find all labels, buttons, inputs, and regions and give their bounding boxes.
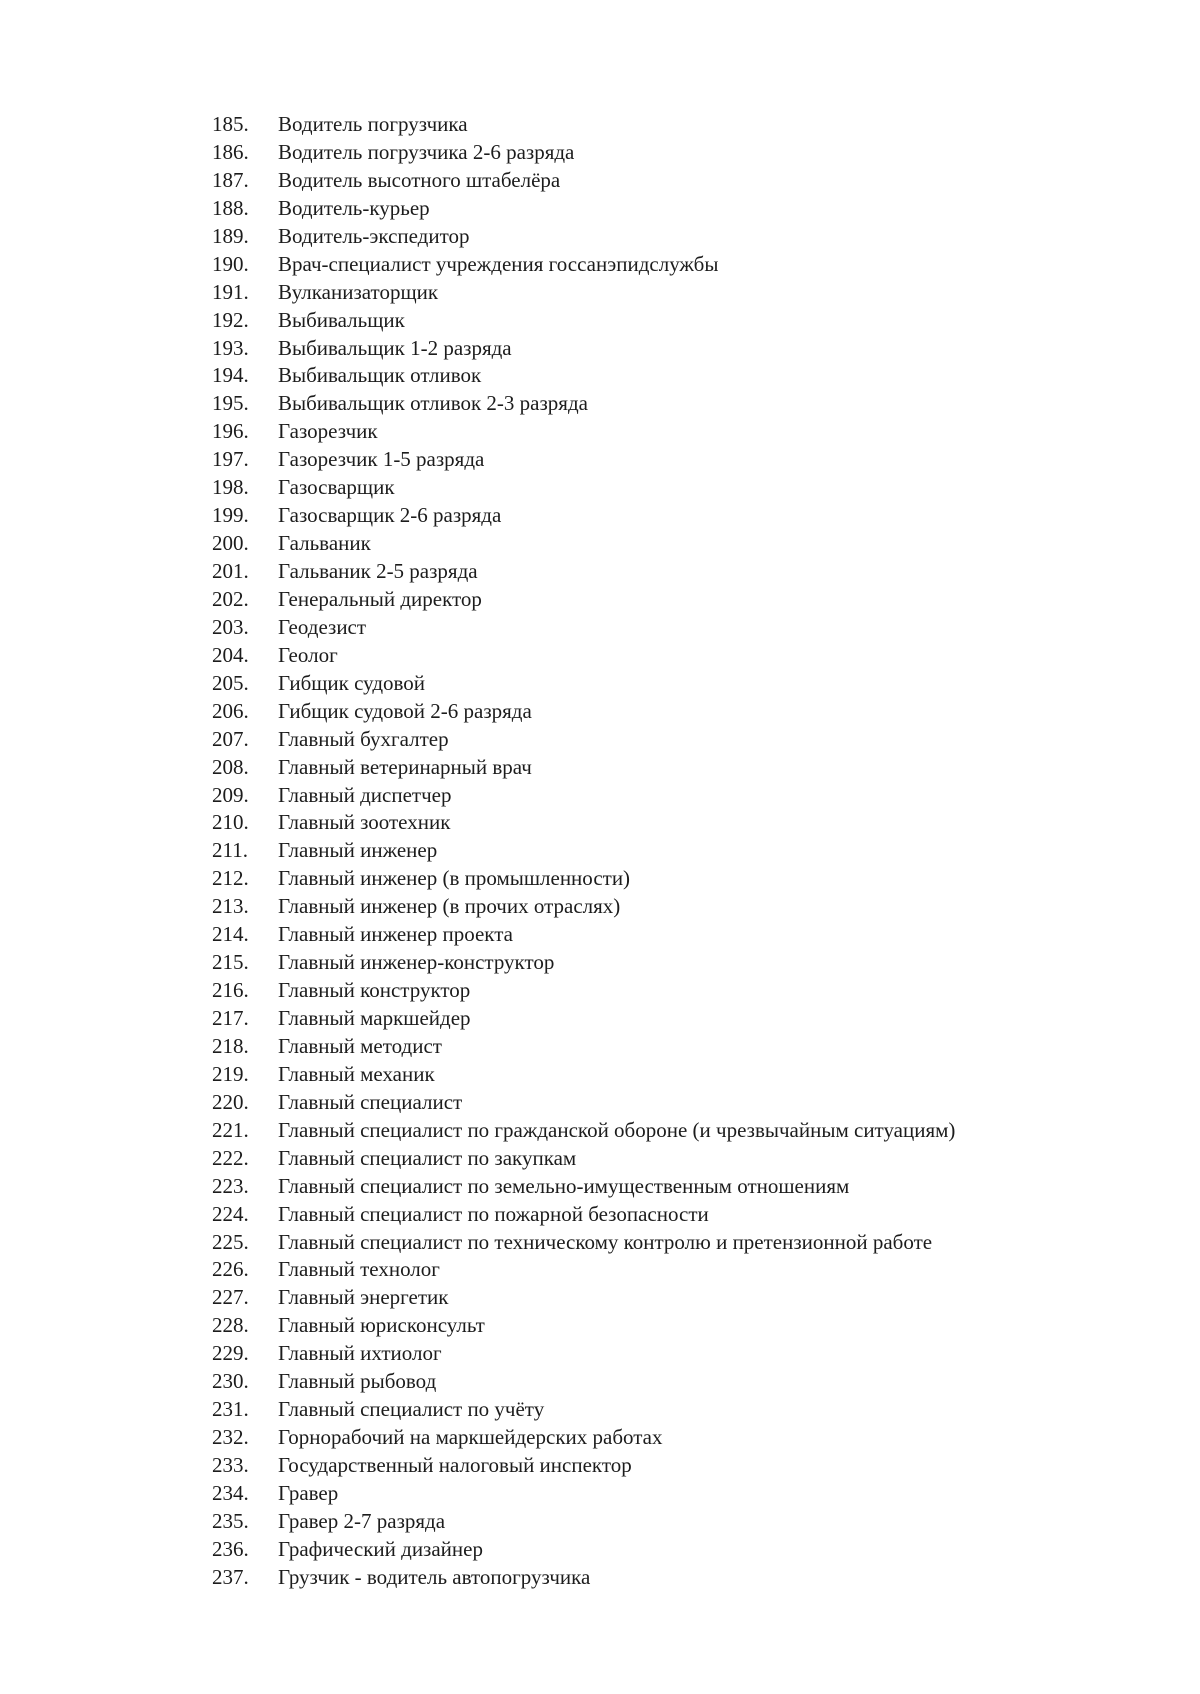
item-number: 187. (212, 167, 249, 192)
item-number: 222. (212, 1145, 249, 1170)
item-text: Гравер 2-7 разряда (278, 1508, 446, 1533)
item-number: 224. (212, 1201, 249, 1226)
item-text: Главный технолог (278, 1257, 440, 1282)
item-text: Главный специалист по закупкам (278, 1145, 577, 1170)
item-number: 199. (212, 503, 249, 528)
item-text: Газорезчик (278, 419, 378, 444)
item-number: 207. (212, 726, 249, 751)
item-number: 231. (212, 1397, 249, 1422)
item-text: Газосварщик 2-6 разряда (278, 503, 502, 528)
item-text: Главный энергетик (278, 1285, 449, 1310)
item-number: 225. (212, 1229, 249, 1254)
item-number: 232. (212, 1425, 249, 1450)
item-number: 228. (212, 1313, 249, 1338)
item-text: Грузчик - водитель автопогрузчика (278, 1564, 591, 1589)
item-number: 216. (212, 978, 249, 1003)
item-number: 227. (212, 1285, 249, 1310)
item-text: Геолог (278, 642, 338, 667)
item-text: Гальваник (278, 531, 371, 556)
item-text: Газосварщик (278, 475, 395, 500)
item-number: 193. (212, 335, 249, 360)
item-number: 221. (212, 1117, 249, 1142)
item-text: Гравер (278, 1480, 339, 1505)
item-text: Главный маркшейдер (278, 1006, 471, 1030)
item-number: 233. (212, 1453, 249, 1477)
item-number: 229. (212, 1341, 249, 1366)
item-number: 201. (212, 559, 249, 583)
item-text: Водитель высотного штабелёра (278, 167, 561, 192)
item-text: Главный специалист по гражданской обороне (и чрезвычайным ситуациям) (278, 1117, 956, 1142)
item-text: Выбивальщик (278, 307, 405, 332)
item-number: 210. (212, 810, 249, 835)
item-number: 197. (212, 447, 249, 472)
item-text: Гальваник 2-5 разряда (278, 559, 478, 583)
item-text: Главный инженер (в прочих отраслях) (278, 894, 621, 919)
item-number: 204. (212, 642, 249, 667)
item-number: 211. (212, 838, 248, 863)
item-number: 215. (212, 950, 249, 975)
item-number: 186. (212, 139, 249, 164)
item-number: 185. (212, 112, 249, 136)
item-number: 202. (212, 586, 249, 611)
item-text: Главный инженер-конструктор (278, 950, 555, 975)
item-number: 188. (212, 195, 249, 220)
item-number: 230. (212, 1369, 249, 1394)
item-number: 208. (212, 754, 249, 779)
item-number: 237. (212, 1564, 249, 1589)
item-number: 200. (212, 531, 249, 556)
item-text: Выбивальщик отливок (278, 363, 482, 388)
item-number: 191. (212, 279, 249, 304)
item-text: Главный ихтиолог (278, 1341, 442, 1366)
item-text: Главный специалист по техническому контролю и претензионной работе (278, 1229, 933, 1254)
item-text: Врач-специалист учреждения госсанэпидслужбы (278, 251, 719, 276)
item-number: 234. (212, 1480, 249, 1505)
item-text: Главный специалист по учёту (278, 1397, 545, 1422)
item-text: Главный инженер (278, 838, 438, 863)
item-number: 209. (212, 782, 249, 807)
item-text: Главный юрисконсульт (278, 1313, 485, 1338)
item-text: Главный диспетчер (278, 782, 452, 807)
item-text: Главный методист (278, 1033, 442, 1058)
item-text: Главный инженер (в промышленности) (278, 866, 631, 891)
item-number: 217. (212, 1006, 249, 1030)
item-text: Выбивальщик 1-2 разряда (278, 335, 512, 360)
item-text: Главный инженер проекта (278, 922, 513, 947)
item-text: Водитель-экспедитор (278, 223, 470, 248)
item-text: Главный специалист по пожарной безопасности (278, 1201, 709, 1226)
item-text: Выбивальщик отливок 2-3 разряда (278, 391, 588, 416)
item-number: 198. (212, 475, 249, 500)
item-number: 203. (212, 614, 249, 639)
item-number: 218. (212, 1033, 249, 1058)
item-text: Водитель погрузчика (278, 112, 468, 136)
item-text: Вулканизаторщик (278, 279, 439, 304)
item-text: Государственный налоговый инспектор (278, 1453, 632, 1477)
item-number: 219. (212, 1061, 249, 1086)
item-text: Главный ветеринарный врач (278, 754, 532, 779)
item-text: Гибщик судовой 2-6 разряда (278, 698, 532, 723)
item-number: 194. (212, 363, 249, 388)
item-number: 213. (212, 894, 249, 919)
item-text: Главный бухгалтер (278, 726, 449, 751)
item-number: 236. (212, 1536, 249, 1561)
item-number: 192. (212, 307, 249, 332)
item-number: 214. (212, 922, 249, 947)
item-text: Водитель погрузчика 2-6 разряда (278, 139, 575, 164)
item-text: Геодезист (278, 614, 367, 639)
item-number: 205. (212, 670, 249, 695)
item-number: 195. (212, 391, 249, 416)
item-text: Графический дизайнер (278, 1536, 483, 1561)
item-number: 212. (212, 866, 249, 891)
item-number: 190. (212, 251, 249, 276)
item-number: 226. (212, 1257, 249, 1282)
item-text: Водитель-курьер (278, 195, 430, 220)
item-text: Генеральный директор (278, 586, 482, 611)
item-number: 196. (212, 419, 249, 444)
item-text: Главный механик (278, 1061, 435, 1086)
item-text: Главный конструктор (278, 978, 471, 1003)
item-text: Главный зоотехник (278, 810, 451, 835)
item-number: 220. (212, 1089, 249, 1114)
item-text: Главный специалист по земельно-имущественным отношениям (278, 1173, 850, 1198)
item-text: Главный рыбовод (278, 1369, 437, 1394)
item-text: Главный специалист (278, 1089, 463, 1114)
item-number: 223. (212, 1173, 249, 1198)
item-text: Гибщик судовой (278, 670, 426, 695)
item-text: Газорезчик 1-5 разряда (278, 447, 485, 472)
item-number: 206. (212, 698, 249, 723)
item-number: 235. (212, 1508, 249, 1533)
item-number: 189. (212, 223, 249, 248)
item-text: Горнорабочий на маркшейдерских работах (278, 1425, 663, 1450)
